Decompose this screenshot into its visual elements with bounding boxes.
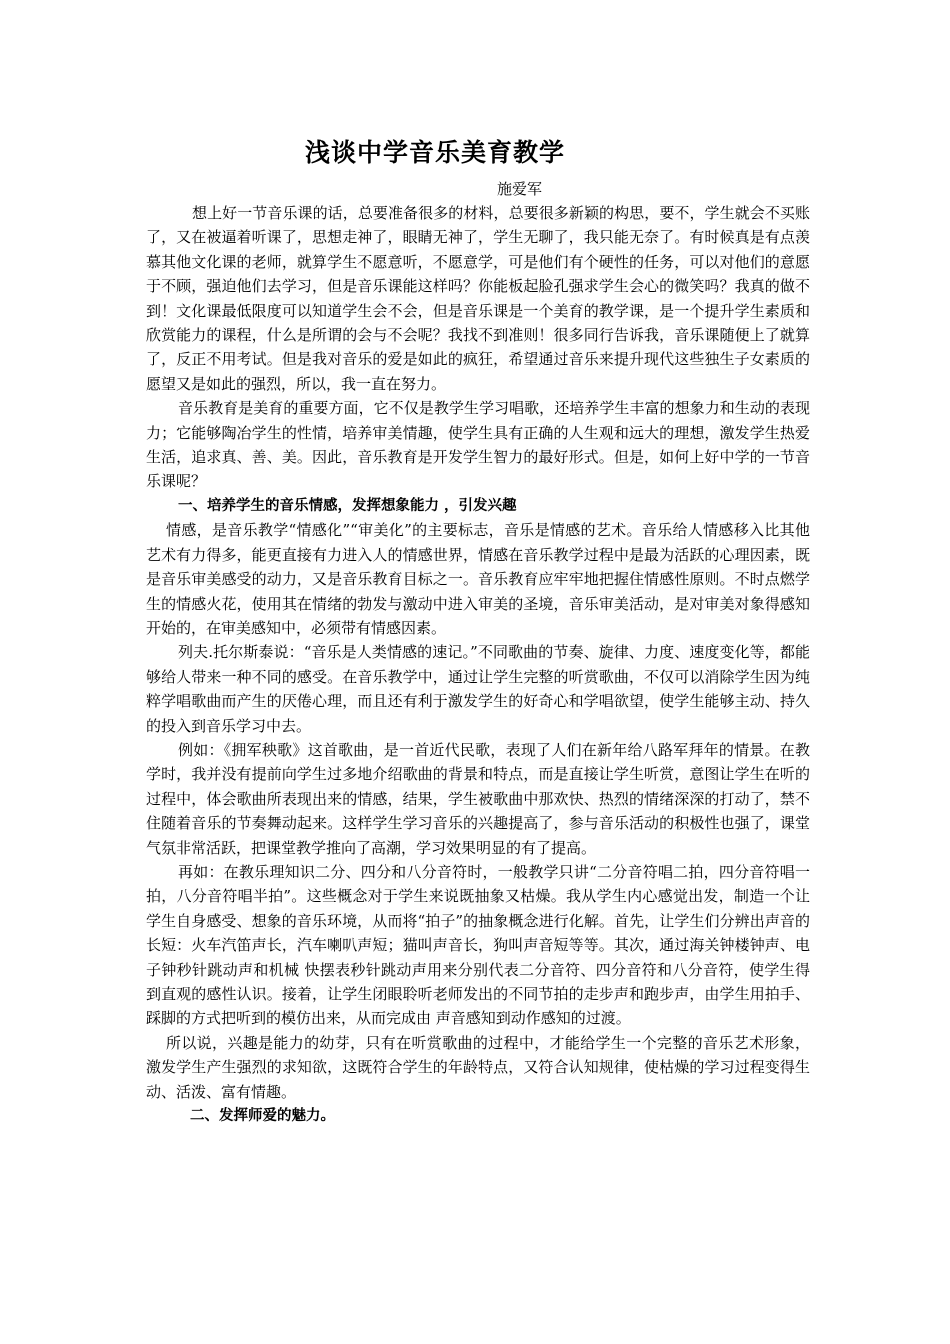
paragraph-tolstoy: 列夫.托尔斯泰说：“音乐是人类情感的速记。”不同歌曲的节奏、旋律、力度、速度变化等，都能够给人带来一种不同的感受。在音乐教学中，通过让学生完整的听赏歌曲，不仅可以消除学生因为纯粹学唱歌曲而产生的厌倦心理，而且还有利于激发学生的好奇心和学唱欲望，使学生能够主动、持久的投入到音乐学习中去。 [146,643,810,735]
document-body [146,201,810,1128]
section-heading-1: 一、培养学生的音乐情感，发挥想象能力 ，引发兴趣 [178,497,517,514]
author-name: 施爱军 [497,180,543,198]
paragraph-emotion: 情感，是音乐教学“情感化”“审美化”的主要标志，音乐是情感的艺术。音乐给人情感移入比其他艺术有力得多，能更直接有力进入人的情感世界，情感在音乐教学过程中是最为活跃的心理因素，既是音乐审美感受的动力，又是音乐教育目标之一。音乐教育应牢牢地把握住情感性原则。不时点燃学生的情感火花，使用其在情绪的勃发与激动中进入审美的圣境，音乐审美活动，是对审美对象得感知开始的，在审美感知中，必须带有情感因素。 [146,521,810,637]
paragraph-example-song: 例如：《拥军秧歌》这首歌曲，是一首近代民歌，表现了人们在新年给八路军拜年的情景。在教学时，我并没有提前向学生过多地介绍歌曲的背景和特点，而是直接让学生听赏，意图让学生在听的过程中，体会歌曲所表现出来的情感，结果，学生被歌曲中那欢快、热烈的情绪深深的打动了，禁不住随着音乐的节奏舞动起来。这样学生学习音乐的兴趣提高了，参与音乐活动的积极性也强了，课堂气氛非常活跃，把课堂教学推向了高潮，学习效果明显的有了提高。 [146,740,810,857]
paragraph-intro: 想上好一节音乐课的话，总要准备很多的材料，总要很多新颖的构思，要不，学生就会不买账了，又在被逼着听课了，思想走神了，眼睛无神了，学生无聊了，我只能无奈了。有时候真是有点羡慕其他文化课的老师，就算学生不愿意听，不愿意学，可是他们有个硬性的任务，可以对他们的意愿于不顾，强迫他们去学习，但是音乐课能这样吗？你能板起脸孔强求学生会心的微笑吗？我真的做不到！文化课最低限度可以知道学生会不会，但是音乐课是一个美育的教学课，是一个提升学生素质和欣赏能力的课程，什么是所谓的会与不会呢？我找不到准则！很多同行告诉我，音乐课随便上了就算了，反正不用考试。但是我对音乐的爱是如此的疯狂，希望通过音乐来提升现代这些独生子女素质的愿望又是如此的强烈，所以，我一直在努力。 [146,204,810,393]
document-title: 浅谈中学音乐美育教学 [304,138,565,167]
paragraph-conclusion: 所以说，兴趣是能力的幼芽，只有在听赏歌曲的过程中，才能给学生一个完整的音乐艺术形象，激发学生产生强烈的求知欲，这既符合学生的年龄特点，又符合认知规律，使枯燥的学习过程变得生动、活泼、富有情趣。 [146,1033,810,1101]
paragraph-music-education: 音乐教育是美育的重要方面，它不仅是教学生学习唱歌，还培养学生丰富的想象力和生动的表现力；它能够陶冶学生的性情，培养审美情趣，使学生具有正确的人生观和远大的理想，激发学生热爱生活，追求真、善、美。因此，音乐教育是开发学生智力的最好形式。但是，如何上好中学的一节音乐课呢？ [146,399,810,491]
section-heading-2: 二、发挥师爱的魅力。 [190,1108,335,1125]
paragraph-example-rhythm: 再如：在教乐理知识二分、四分和八分音符时，一般教学只讲“二分音符唱二拍，四分音符唱一拍，八分音符唱半拍”。这些概念对于学生来说既抽象又枯燥。我从学生内心感觉出发，制造一个让学生自身感受、想象的音乐环境，从而将“拍子”的抽象概念进行化解。首先，让学生们分辨出声音的长短：火车汽笛声长，汽车喇叭声短；猫叫声音长，狗叫声音短等等。其次，通过海关钟楼钟声、电子钟秒针跳动声和机械 快摆表秒针跳动声用来分别代表二分音符、四分音符和八分音符，使学生得到直观的感性认识。接着，让学生闭眼聆听老师发出的不同节拍的走步声和跑步声，由学生用拍手、踩脚的方式把听到的模仿出来，从而完成由 声音感知到动作感知的过渡。 [146,862,810,1028]
